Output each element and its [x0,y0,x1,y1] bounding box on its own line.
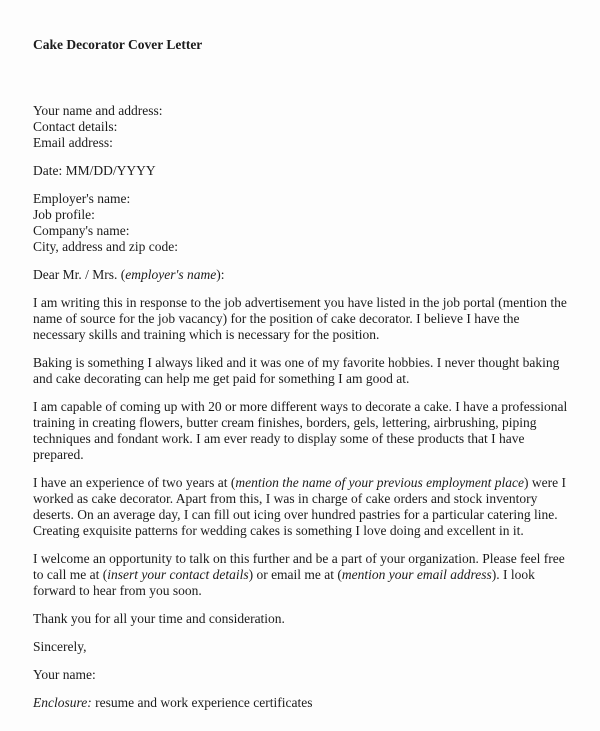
enclosure-text: resume and work experience certificates [91,695,313,710]
salutation-placeholder: employer's name [125,267,217,282]
closing-line: Sincerely, [33,639,87,654]
signature-line: Your name: [33,667,96,682]
paragraph-contact [33,551,570,599]
recipient-block [33,191,570,255]
page-title: Cake Decorator Cover Letter [33,37,203,52]
date-line: Date: MM/DD/YYYY [33,163,156,178]
sender-block [33,103,570,151]
salutation-text: Dear Mr. / Mrs. ( [33,267,126,282]
sender-email-line: Email address: [33,135,113,150]
enclosure-label: Enclosure: [33,695,92,710]
recipient-city-zip-line: City, address and zip code: [33,239,178,254]
recipient-employer-name-line: Employer's name: [33,191,131,206]
salutation-text-end: ): [216,267,225,282]
contact-text-mid: ) or email me at ( [248,567,342,582]
salutation-line [33,267,570,283]
experience-placeholder: mention the name of your previous employment place [235,475,524,490]
paragraph-intro: I am writing this in response to the job advertisement you have listed in the job portal (mention the name of source for the job vacancy) for the position of cake decorator. I believe I have the necessary skills and training which is necessary for the position. [33,295,567,342]
paragraph-experience [33,475,570,539]
paragraph-hobby: Baking is something I always liked and it was one of my favorite hobbies. I never thought baking and cake decorating can help me get paid for something I am good at. [33,355,560,386]
contact-text: I welcome an opportunity to talk on this further and be a part of your organization. Please feel free to call me at ( [33,551,565,582]
sender-contact-line: Contact details: [33,119,118,134]
recipient-company-name-line: Company's name: [33,223,130,238]
experience-text-end: ) were I worked as cake decorator. Apart from this, I was in charge of cake orders and stock inventory deserts. On an average day, I can fill out icing over hundred pastries for a particular catering line. Creating exquisite patterns for wedding cakes is something I love doing and excellent in it. [33,475,566,538]
thank-you-line: Thank you for all your time and consideration. [33,611,285,626]
paragraph-skills: I am capable of coming up with 20 or more different ways to decorate a cake. I have a professional training in creating flowers, butter cream finishes, borders, gels, lettering, airbrushing, piping techniques and fondant work. I am ever ready to display some of these products that I have prepared. [33,399,568,462]
enclosure-line [33,695,570,711]
recipient-job-profile-line: Job profile: [33,207,95,222]
experience-text: I have an experience of two years at ( [33,475,236,490]
email-placeholder: mention your email address [341,567,492,582]
contact-details-placeholder: insert your contact details [107,567,249,582]
sender-name-address-line: Your name and address: [33,103,163,118]
contact-text-end: ). I look forward to hear from you soon. [33,567,535,598]
